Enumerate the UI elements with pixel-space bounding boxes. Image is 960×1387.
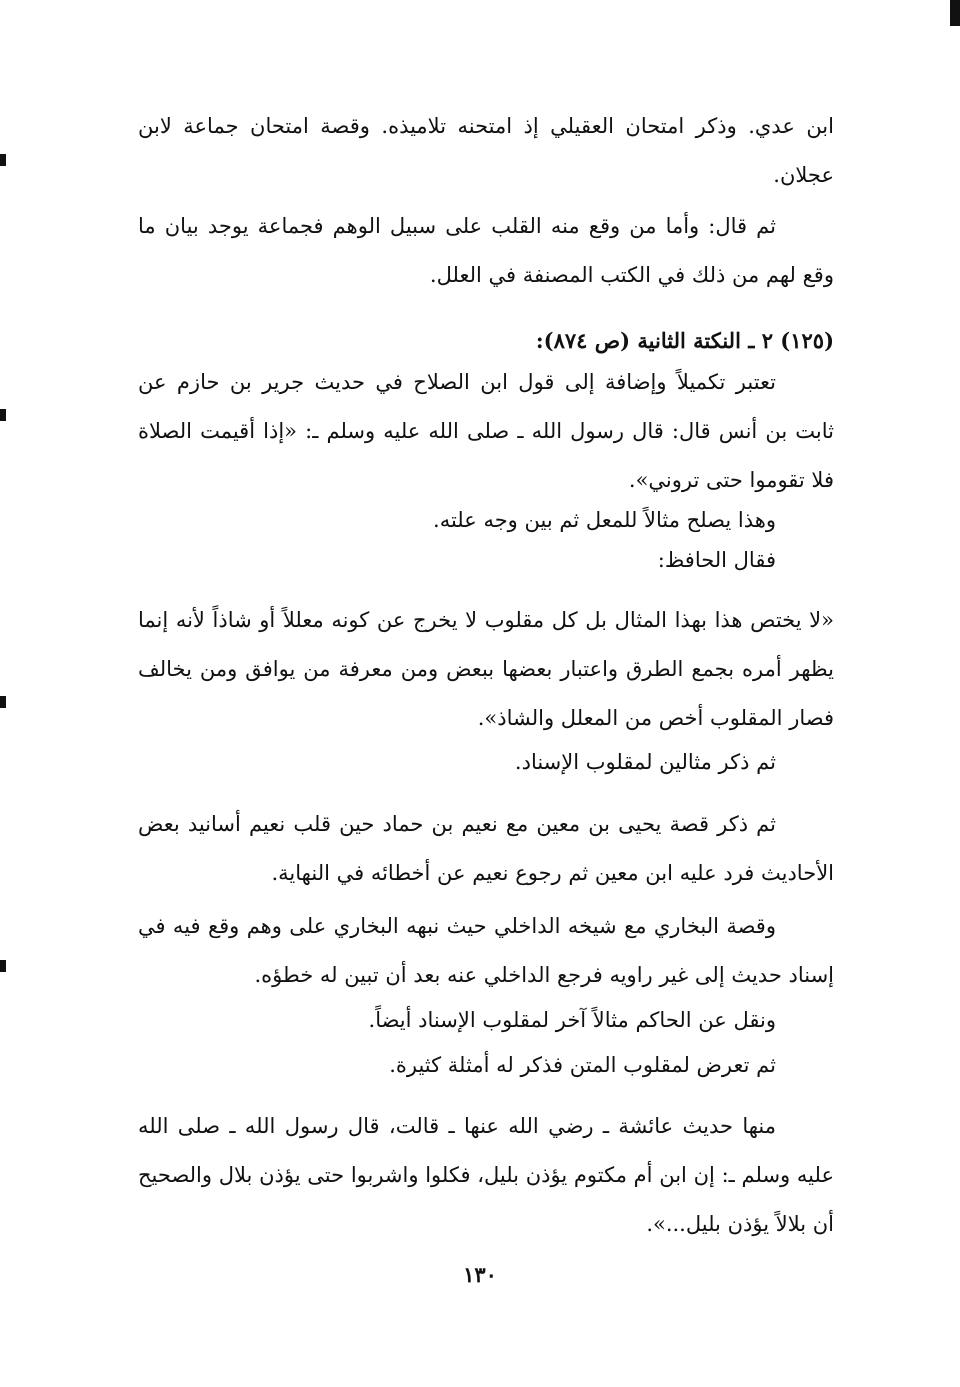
text-line: ونقل عن الحاكم مثالاً آخر لمقلوب الإسناد أيضاً. [368,1008,776,1032]
scan-edge-mark [0,960,6,972]
scan-edge-mark [0,696,6,708]
section-heading: (١٢٥) ٢ ـ النكتة الثانية (ص ٨٧٤): [535,328,834,353]
text-line: ثم تعرض لمقلوب المتن فذكر له أمثلة كثيرة. [389,1053,776,1077]
scan-edge-mark [950,0,960,26]
paragraph: ابن عدي. وذكر امتحان العقيلي إذ امتحنه تلاميذه. وقصة امتحان جماعة لابن عجلان. [138,114,834,187]
paragraph: ثم قال: وأما من وقع منه القلب على سبيل الوهم فجماعة يوجد بيان ما وقع لهم من ذلك في الكتب المصنفة في العلل. [138,214,834,287]
scan-edge-mark [0,154,6,166]
scan-edge-mark [0,409,6,421]
paragraph: تعتبر تكميلاً وإضافة إلى قول ابن الصلاح في حديث جرير بن حازم عن ثابت بن أنس قال: قال رسول الله ـ صلى الله عليه وسلم ـ: «إذا أقيمت الصلاة فلا تقوموا حتى تروني». [138,370,834,492]
page-number: ١٣٠ [463,1262,497,1287]
quote-paragraph: «لا يختص هذا بهذا المثال بل كل مقلوب لا يخرج عن كونه معللاً أو شاذاً لأنه إنما يظهر أمره بجمع الطرق واعتبار بعضها ببعض ومن معرفة من يوافق ومن يخالف فصار المقلوب أخص من المعلل والشاذ». [138,608,834,730]
paragraph: ثم ذكر قصة يحيى بن معين مع نعيم بن حماد حين قلب نعيم أسانيد بعض الأحاديث فرد عليه ابن معين ثم رجوع نعيم عن أخطائه في النهاية. [138,812,834,885]
paragraph: منها حديث عائشة ـ رضي الله عنها ـ قالت، قال رسول الله ـ صلى الله عليه وسلم ـ: إن ابن أم مكتوم يؤذن بليل، فكلوا واشربوا حتى يؤذن بلال والصحيح أن بلالاً يؤذن بليل...». [138,1114,834,1236]
paragraph: وقصة البخاري مع شيخه الداخلي حيث نبهه البخاري على وهم وقع فيه في إسناد حديث إلى غير راويه فرجع الداخلي عنه بعد أن تبين له خطؤه. [138,914,834,987]
text-line: وهذا يصلح مثالاً للمعل ثم بين وجه علته. [433,508,776,532]
text-line: فقال الحافظ: [657,548,776,572]
text-line: ثم ذكر مثالين لمقلوب الإسناد. [514,750,776,774]
